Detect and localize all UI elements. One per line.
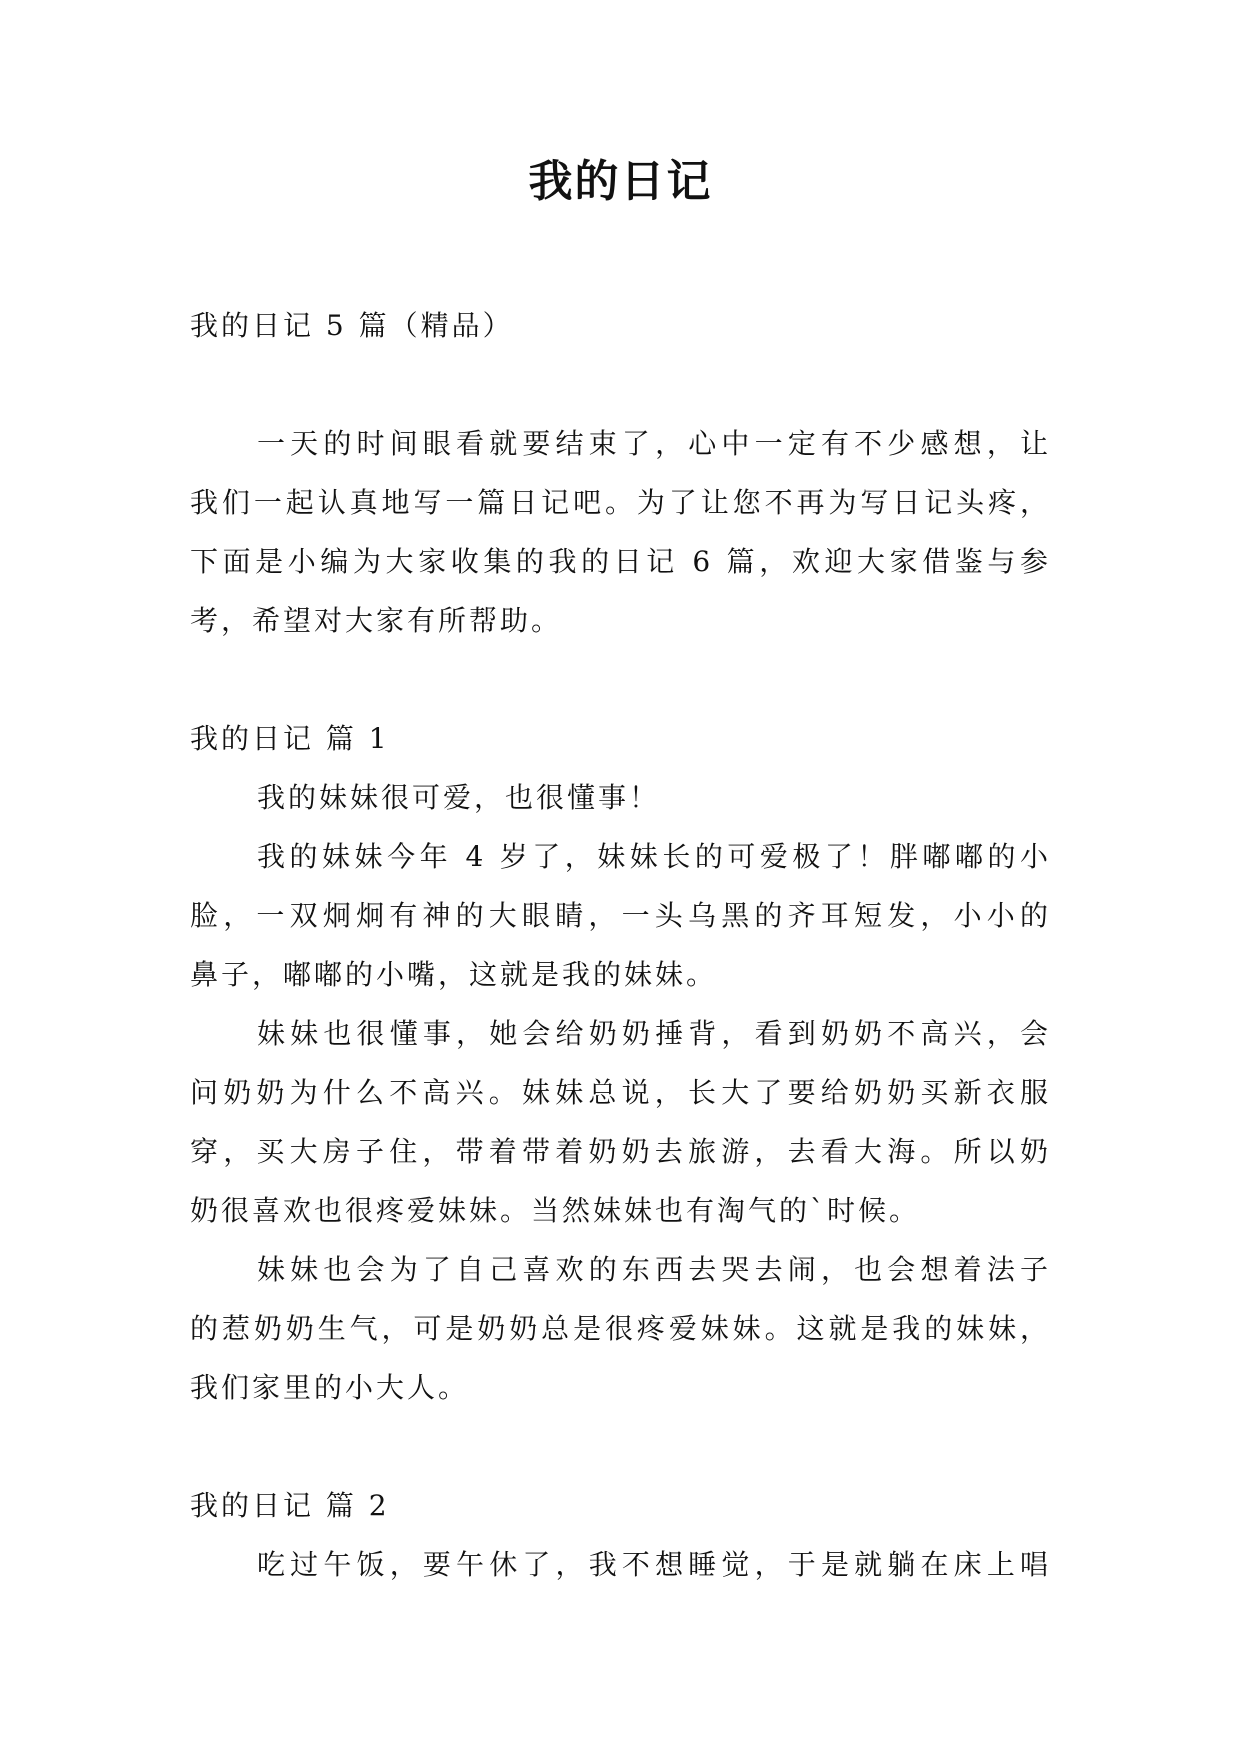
section-heading: 我的日记 篇 1 <box>190 722 390 755</box>
section-heading: 我的日记 篇 2 <box>190 1489 390 1522</box>
text-line: 奶很喜欢也很疼爱妹妹。当然妹妹也有淘气的`时候。 <box>190 1194 921 1227</box>
section-2 <box>190 1476 1051 1594</box>
text-line: 脸，一双炯炯有神的大眼睛，一头乌黑的齐耳短发，小小的 <box>190 899 1051 932</box>
text-line: 吃过午饭，要午休了，我不想睡觉，于是就躺在床上唱 <box>257 1548 1051 1581</box>
text-line: 的惹奶奶生气，可是奶奶总是很疼爱妹妹。这就是我的妹妹， <box>190 1312 1051 1345</box>
paragraph <box>190 768 1051 827</box>
text-line: 妹妹也会为了自己喜欢的东西去哭去闹，也会想着法子 <box>257 1253 1051 1286</box>
text-line: 我的妹妹今年 4 岁了，妹妹长的可爱极了！胖嘟嘟的小 <box>257 840 1051 873</box>
paragraph <box>190 1535 1051 1594</box>
paragraph <box>190 1240 1051 1417</box>
intro-paragraph <box>190 414 1051 650</box>
document-body <box>190 296 1051 1594</box>
text-line: 下面是小编为大家收集的我的日记 6 篇，欢迎大家借鉴与参 <box>190 545 1051 578</box>
paragraph <box>190 827 1051 1004</box>
section-1 <box>190 709 1051 1417</box>
blank-line <box>190 1417 1051 1476</box>
text-line: 我们一起认真地写一篇日记吧。为了让您不再为写日记头疼， <box>190 486 1051 519</box>
text-line: 一天的时间眼看就要结束了，心中一定有不少感想，让 <box>257 427 1051 460</box>
text-line: 鼻子，嘟嘟的小嘴，这就是我的妹妹。 <box>190 958 718 991</box>
blank-line <box>190 650 1051 709</box>
blank-line <box>190 355 1051 414</box>
document-title: 我的日记 <box>528 156 713 207</box>
text-line: 妹妹也很懂事，她会给奶奶捶背，看到奶奶不高兴，会 <box>257 1017 1051 1050</box>
text-line: 我们家里的小大人。 <box>190 1371 470 1404</box>
text-line: 穿，买大房子住，带着带着奶奶去旅游，去看大海。所以奶 <box>190 1135 1051 1168</box>
text-line: 考，希望对大家有所帮助。 <box>190 604 563 637</box>
document-subtitle: 我的日记 5 篇（精品） <box>190 309 514 342</box>
text-line: 我的妹妹很可爱，也很懂事！ <box>257 781 661 814</box>
paragraph <box>190 1004 1051 1240</box>
text-line: 问奶奶为什么不高兴。妹妹总说，长大了要给奶奶买新衣服 <box>190 1076 1051 1109</box>
